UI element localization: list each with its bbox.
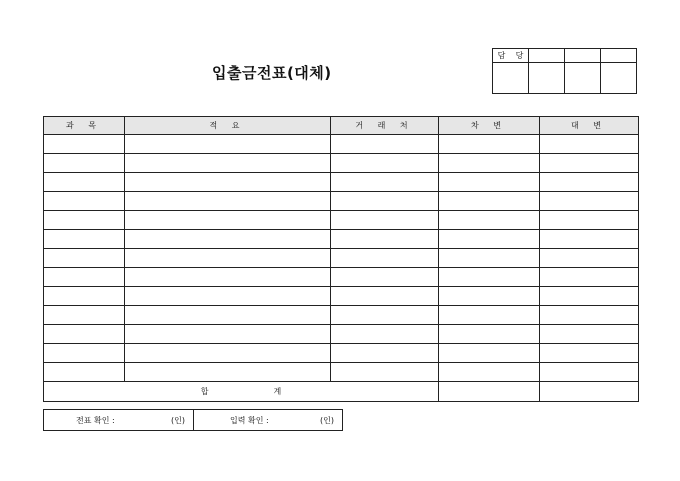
description-cell[interactable] bbox=[125, 306, 331, 325]
debit-cell[interactable] bbox=[439, 268, 540, 287]
client-cell[interactable] bbox=[331, 230, 439, 249]
account-cell[interactable] bbox=[44, 211, 125, 230]
header-credit: 대 변 bbox=[540, 117, 639, 135]
description-cell[interactable] bbox=[125, 249, 331, 268]
table-row bbox=[44, 249, 639, 268]
account-cell[interactable] bbox=[44, 173, 125, 192]
approval-box bbox=[492, 48, 637, 94]
client-cell[interactable] bbox=[331, 192, 439, 211]
total-row bbox=[44, 382, 639, 402]
approval-label-1: 담 bbox=[497, 51, 506, 60]
debit-cell[interactable] bbox=[439, 306, 540, 325]
account-cell[interactable] bbox=[44, 268, 125, 287]
credit-cell[interactable] bbox=[540, 268, 639, 287]
table-row bbox=[44, 344, 639, 363]
confirm-box bbox=[43, 409, 343, 431]
client-cell[interactable] bbox=[331, 173, 439, 192]
header-account: 과 목 bbox=[44, 117, 125, 135]
approval-header-cell bbox=[493, 49, 529, 63]
description-cell[interactable] bbox=[125, 344, 331, 363]
credit-cell[interactable] bbox=[540, 211, 639, 230]
approval-header-cell bbox=[565, 49, 601, 63]
total-label-cell bbox=[44, 382, 439, 402]
account-cell[interactable] bbox=[44, 287, 125, 306]
client-cell[interactable] bbox=[331, 344, 439, 363]
input-confirm-label: 입력 확인 : bbox=[230, 415, 269, 425]
credit-cell[interactable] bbox=[540, 154, 639, 173]
approval-label-2: 당 bbox=[515, 51, 524, 60]
debit-cell[interactable] bbox=[439, 249, 540, 268]
description-cell[interactable] bbox=[125, 287, 331, 306]
client-cell[interactable] bbox=[331, 135, 439, 154]
approval-header-cell bbox=[529, 49, 565, 63]
credit-cell[interactable] bbox=[540, 192, 639, 211]
description-cell[interactable] bbox=[125, 363, 331, 382]
table-row bbox=[44, 211, 639, 230]
description-cell[interactable] bbox=[125, 211, 331, 230]
account-cell[interactable] bbox=[44, 154, 125, 173]
credit-cell[interactable] bbox=[540, 344, 639, 363]
debit-cell[interactable] bbox=[439, 363, 540, 382]
description-cell[interactable] bbox=[125, 135, 331, 154]
debit-cell[interactable] bbox=[439, 287, 540, 306]
description-cell[interactable] bbox=[125, 268, 331, 287]
slip-confirm-label: 전표 확인 : bbox=[76, 415, 115, 425]
credit-cell[interactable] bbox=[540, 325, 639, 344]
slip-confirm-seal: (인) bbox=[171, 415, 185, 425]
credit-cell[interactable] bbox=[540, 363, 639, 382]
header-description: 적 요 bbox=[125, 117, 331, 135]
debit-cell[interactable] bbox=[439, 173, 540, 192]
credit-cell[interactable] bbox=[540, 306, 639, 325]
approval-sign-cell[interactable] bbox=[529, 63, 565, 94]
client-cell[interactable] bbox=[331, 211, 439, 230]
debit-cell[interactable] bbox=[439, 230, 540, 249]
total-label-left: 합 bbox=[200, 387, 209, 396]
approval-sign-cell[interactable] bbox=[565, 63, 601, 94]
table-row bbox=[44, 306, 639, 325]
credit-cell[interactable] bbox=[540, 230, 639, 249]
input-confirm-cell[interactable] bbox=[194, 410, 343, 431]
description-cell[interactable] bbox=[125, 325, 331, 344]
description-cell[interactable] bbox=[125, 154, 331, 173]
client-cell[interactable] bbox=[331, 306, 439, 325]
account-cell[interactable] bbox=[44, 249, 125, 268]
table-row bbox=[44, 325, 639, 344]
client-cell[interactable] bbox=[331, 154, 439, 173]
table-row bbox=[44, 154, 639, 173]
header-debit: 차 변 bbox=[439, 117, 540, 135]
table-row bbox=[44, 268, 639, 287]
approval-sign-cell[interactable] bbox=[601, 63, 637, 94]
credit-cell[interactable] bbox=[540, 287, 639, 306]
table-row bbox=[44, 135, 639, 154]
client-cell[interactable] bbox=[331, 325, 439, 344]
approval-header-cell bbox=[601, 49, 637, 63]
credit-cell[interactable] bbox=[540, 173, 639, 192]
debit-cell[interactable] bbox=[439, 154, 540, 173]
credit-cell[interactable] bbox=[540, 249, 639, 268]
table-row bbox=[44, 230, 639, 249]
account-cell[interactable] bbox=[44, 230, 125, 249]
account-cell[interactable] bbox=[44, 325, 125, 344]
client-cell[interactable] bbox=[331, 249, 439, 268]
account-cell[interactable] bbox=[44, 135, 125, 154]
table-row bbox=[44, 173, 639, 192]
slip-confirm-cell[interactable] bbox=[44, 410, 194, 431]
account-cell[interactable] bbox=[44, 363, 125, 382]
description-cell[interactable] bbox=[125, 192, 331, 211]
table-body bbox=[44, 135, 639, 382]
account-cell[interactable] bbox=[44, 306, 125, 325]
total-debit-cell[interactable] bbox=[439, 382, 540, 402]
account-cell[interactable] bbox=[44, 344, 125, 363]
header-client: 거 래 처 bbox=[331, 117, 439, 135]
page-title: 입출금전표(대체) bbox=[212, 64, 332, 82]
account-cell[interactable] bbox=[44, 192, 125, 211]
debit-cell[interactable] bbox=[439, 211, 540, 230]
table-row bbox=[44, 192, 639, 211]
debit-cell[interactable] bbox=[439, 344, 540, 363]
input-confirm-seal: (인) bbox=[320, 415, 334, 425]
client-cell[interactable] bbox=[331, 287, 439, 306]
total-label-right: 계 bbox=[273, 387, 282, 396]
description-cell[interactable] bbox=[125, 230, 331, 249]
debit-cell[interactable] bbox=[439, 135, 540, 154]
credit-cell[interactable] bbox=[540, 135, 639, 154]
table-header-row bbox=[44, 117, 639, 135]
debit-cell[interactable] bbox=[439, 192, 540, 211]
description-cell[interactable] bbox=[125, 173, 331, 192]
table-row bbox=[44, 363, 639, 382]
approval-sign-cell[interactable] bbox=[493, 63, 529, 94]
table-row bbox=[44, 287, 639, 306]
client-cell[interactable] bbox=[331, 363, 439, 382]
client-cell[interactable] bbox=[331, 268, 439, 287]
journal-table bbox=[43, 116, 639, 402]
debit-cell[interactable] bbox=[439, 325, 540, 344]
total-credit-cell[interactable] bbox=[540, 382, 639, 402]
